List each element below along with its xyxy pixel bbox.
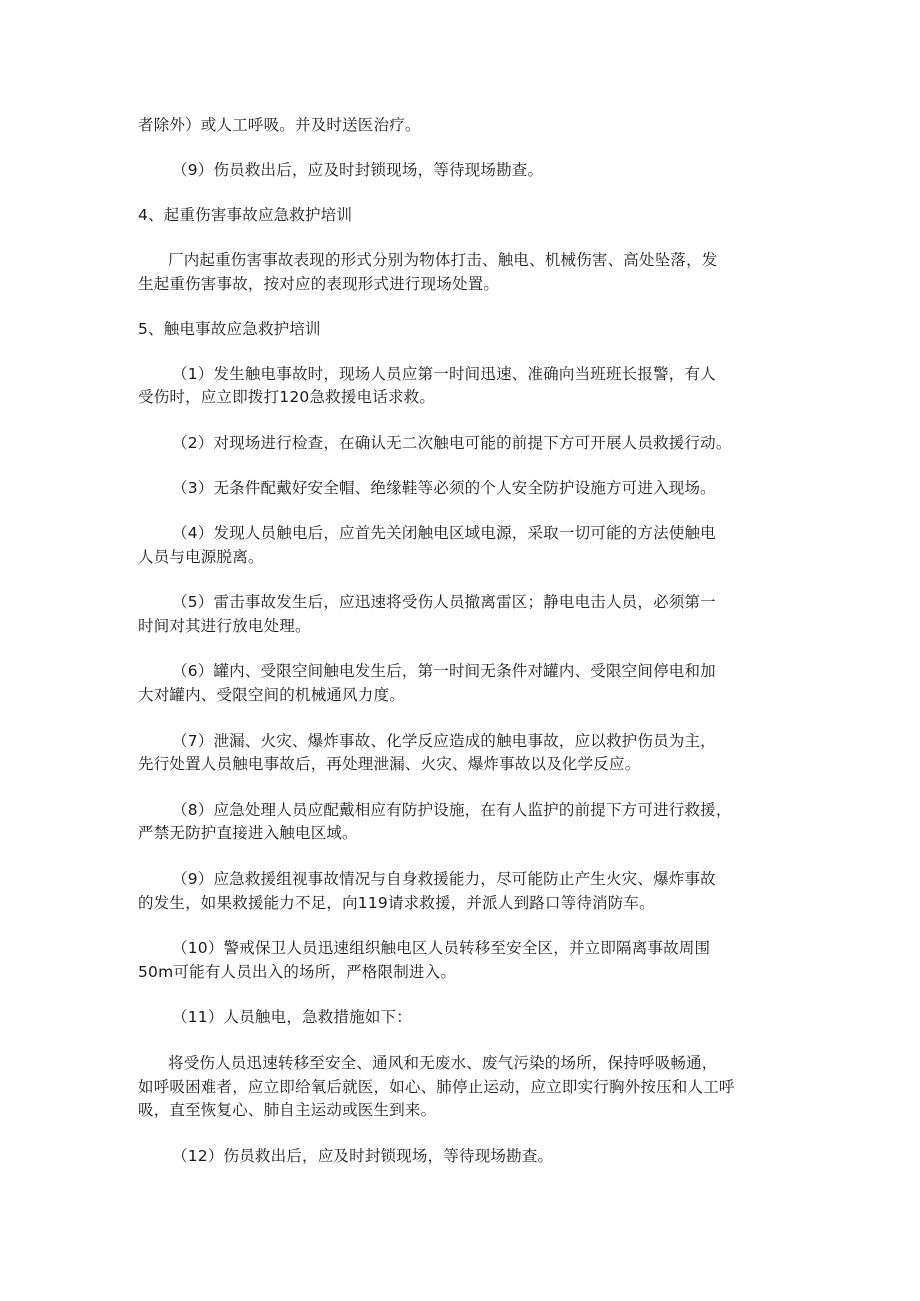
section-heading: 4、起重伤害事故应急救护培训 [138, 206, 353, 224]
list-item: （9）伤员救出后，应及时封锁现场，等待现场勘查。 [172, 161, 544, 179]
paragraph-line: 受伤时，应立即拨打120急救援电话求救。 [138, 388, 436, 406]
paragraph-line: 将受伤人员迅速转移至安全、通风和无废水、废气污染的场所，保持呼吸畅通， [168, 1054, 718, 1072]
paragraph-line: 严禁无防护直接进入触电区域。 [138, 824, 358, 842]
list-item: （12）伤员救出后，应及时封锁现场，等待现场勘查。 [172, 1147, 554, 1165]
list-item: （11）人员触电，急救措施如下： [172, 1008, 412, 1026]
paragraph-line: 者除外）或人工呼吸。并及时送医治疗。 [138, 116, 421, 134]
list-item: （8）应急处理人员应配戴相应有防护设施，在有人监护的前提下方可进行救援， [172, 801, 732, 819]
paragraph-line: 生起重伤害事故，按对应的表现形式进行现场处置。 [138, 275, 500, 293]
list-item: （6）罐内、受限空间触电发生后，第一时间无条件对罐内、受限空间停电和加 [172, 662, 716, 680]
list-item: （10）警戒保卫人员迅速组织触电区人员转移至安全区，并立即隔离事故周围 [172, 939, 711, 957]
list-item: （3）无条件配戴好安全帽、绝缘鞋等必须的个人安全防护设施方可进入现场。 [172, 479, 716, 497]
list-item: （5）雷击事故发生后，应迅速将受伤人员撤离雷区；静电电击人员，必须第一 [172, 593, 716, 611]
list-item: （1）发生触电事故时，现场人员应第一时间迅速、准确向当班班长报警，有人 [172, 365, 716, 383]
paragraph-line: 的发生，如果救援能力不足，向119请求救援，并派人到路口等待消防车。 [138, 894, 655, 912]
list-item: （7）泄漏、火灾、爆炸事故、化学反应造成的触电事故，应以救护伤员为主， [172, 732, 716, 750]
paragraph-line: 大对罐内、受限空间的机械通风力度。 [138, 686, 405, 704]
paragraph-line: 时间对其进行放电处理。 [138, 617, 311, 635]
list-item: （4）发现人员触电后，应首先关闭触电区域电源，采取一切可能的方法使触电 [172, 524, 716, 542]
paragraph-line: 先行处置人员触电事故后，再处理泄漏、火灾、爆炸事故以及化学反应。 [138, 755, 641, 773]
section-heading: 5、触电事故应急救护培训 [138, 320, 321, 338]
paragraph-line: 吸，直至恢复心、肺自主运动或医生到来。 [138, 1101, 437, 1119]
list-item: （2）对现场进行检查，在确认无二次触电可能的前提下方可开展人员救援行动。 [172, 434, 732, 452]
paragraph-line: 50m可能有人员出入的场所，严格限制进入。 [138, 963, 457, 981]
paragraph-line: 如呼吸困难者，应立即给氧后就医，如心、肺停止运动，应立即实行胸外按压和人工呼 [138, 1078, 735, 1096]
list-item: （9）应急救援组视事故情况与自身救援能力，尽可能防止产生火灾、爆炸事故 [172, 870, 716, 888]
paragraph-line: 厂内起重伤害事故表现的形式分别为物体打击、触电、机械伤害、高处坠落，发 [168, 251, 718, 269]
paragraph-line: 人员与电源脱离。 [138, 548, 264, 566]
